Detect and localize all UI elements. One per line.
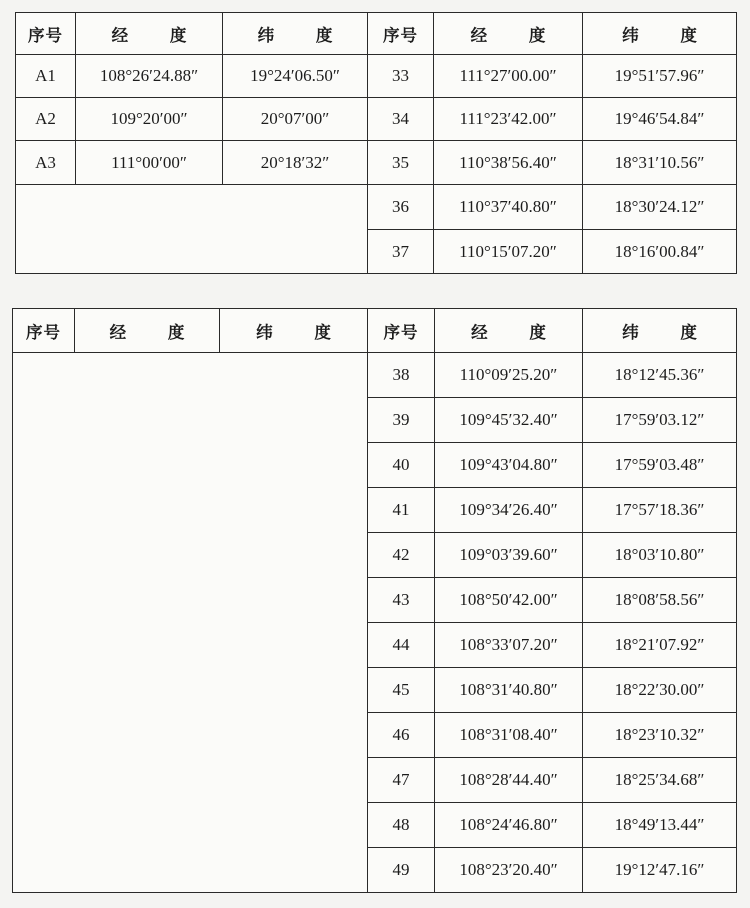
cell-index: 48 (368, 803, 435, 848)
table-row (16, 55, 737, 98)
table-row (16, 185, 737, 230)
cell-longitude: 111°00′00″ (76, 141, 223, 185)
table-header-row (16, 13, 737, 55)
cell-longitude: 109°03′39.60″ (435, 533, 583, 578)
cell-index: 34 (368, 98, 434, 141)
cell-latitude: 18°22′30.00″ (583, 668, 737, 713)
cell-latitude: 18°25′34.68″ (583, 758, 737, 803)
header-longitude: 经 度 (435, 309, 583, 353)
cell-index: 44 (368, 623, 435, 668)
table-row (16, 141, 737, 185)
cell-index: 46 (368, 713, 435, 758)
cell-latitude: 17°59′03.12″ (583, 398, 737, 443)
cell-latitude: 18°12′45.36″ (583, 353, 737, 398)
header-longitude: 经 度 (76, 13, 223, 55)
cell-longitude: 110°09′25.20″ (435, 353, 583, 398)
cell-latitude: 18°30′24.12″ (583, 185, 737, 230)
cell-index: 42 (368, 533, 435, 578)
cell-index: 33 (368, 55, 434, 98)
cell-longitude: 109°45′32.40″ (435, 398, 583, 443)
cell-longitude: 108°26′24.88″ (76, 55, 223, 98)
cell-index: 39 (368, 398, 435, 443)
cell-latitude: 18°08′58.56″ (583, 578, 737, 623)
cell-index: 36 (368, 185, 434, 230)
cell-latitude: 20°07′00″ (223, 98, 368, 141)
cell-longitude: 110°37′40.80″ (434, 185, 583, 230)
header-index: 序号 (368, 309, 435, 353)
cell-index: 43 (368, 578, 435, 623)
header-index: 序号 (368, 13, 434, 55)
cell-longitude: 108°50′42.00″ (435, 578, 583, 623)
cell-longitude: 108°28′44.40″ (435, 758, 583, 803)
header-longitude: 经 度 (75, 309, 220, 353)
cell-index: 38 (368, 353, 435, 398)
cell-latitude: 18°03′10.80″ (583, 533, 737, 578)
cell-longitude: 110°38′56.40″ (434, 141, 583, 185)
cell-longitude: 108°33′07.20″ (435, 623, 583, 668)
coordinate-table-2 (12, 308, 737, 893)
empty-merged-cell (13, 353, 368, 893)
cell-longitude: 110°15′07.20″ (434, 230, 583, 274)
header-latitude: 纬 度 (223, 13, 368, 55)
cell-index: 47 (368, 758, 435, 803)
coordinate-table-1 (15, 12, 737, 274)
cell-latitude: 20°18′32″ (223, 141, 368, 185)
header-index: 序号 (16, 13, 76, 55)
cell-latitude: 18°49′13.44″ (583, 803, 737, 848)
cell-latitude: 18°21′07.92″ (583, 623, 737, 668)
cell-longitude: 108°24′46.80″ (435, 803, 583, 848)
cell-longitude: 109°43′04.80″ (435, 443, 583, 488)
cell-latitude: 18°16′00.84″ (583, 230, 737, 274)
table-row (16, 98, 737, 141)
cell-longitude: 109°34′26.40″ (435, 488, 583, 533)
cell-index: 49 (368, 848, 435, 893)
cell-index: 37 (368, 230, 434, 274)
cell-index: 35 (368, 141, 434, 185)
table-header-row (13, 309, 737, 353)
table-row (13, 353, 737, 398)
header-longitude: 经 度 (434, 13, 583, 55)
cell-latitude: 17°57′18.36″ (583, 488, 737, 533)
cell-latitude: 18°23′10.32″ (583, 713, 737, 758)
cell-longitude: 109°20′00″ (76, 98, 223, 141)
cell-latitude: 19°24′06.50″ (223, 55, 368, 98)
cell-latitude: 17°59′03.48″ (583, 443, 737, 488)
cell-index: A2 (16, 98, 76, 141)
header-latitude: 纬 度 (220, 309, 368, 353)
cell-longitude: 111°27′00.00″ (434, 55, 583, 98)
header-latitude: 纬 度 (583, 309, 737, 353)
header-latitude: 纬 度 (583, 13, 737, 55)
cell-latitude: 19°12′47.16″ (583, 848, 737, 893)
cell-index: 45 (368, 668, 435, 713)
cell-index: A3 (16, 141, 76, 185)
cell-index: 40 (368, 443, 435, 488)
cell-index: 41 (368, 488, 435, 533)
header-index: 序号 (13, 309, 75, 353)
cell-longitude: 111°23′42.00″ (434, 98, 583, 141)
cell-latitude: 19°51′57.96″ (583, 55, 737, 98)
cell-longitude: 108°31′08.40″ (435, 713, 583, 758)
cell-longitude: 108°31′40.80″ (435, 668, 583, 713)
cell-latitude: 18°31′10.56″ (583, 141, 737, 185)
cell-index: A1 (16, 55, 76, 98)
cell-latitude: 19°46′54.84″ (583, 98, 737, 141)
empty-merged-cell (16, 185, 368, 274)
cell-longitude: 108°23′20.40″ (435, 848, 583, 893)
